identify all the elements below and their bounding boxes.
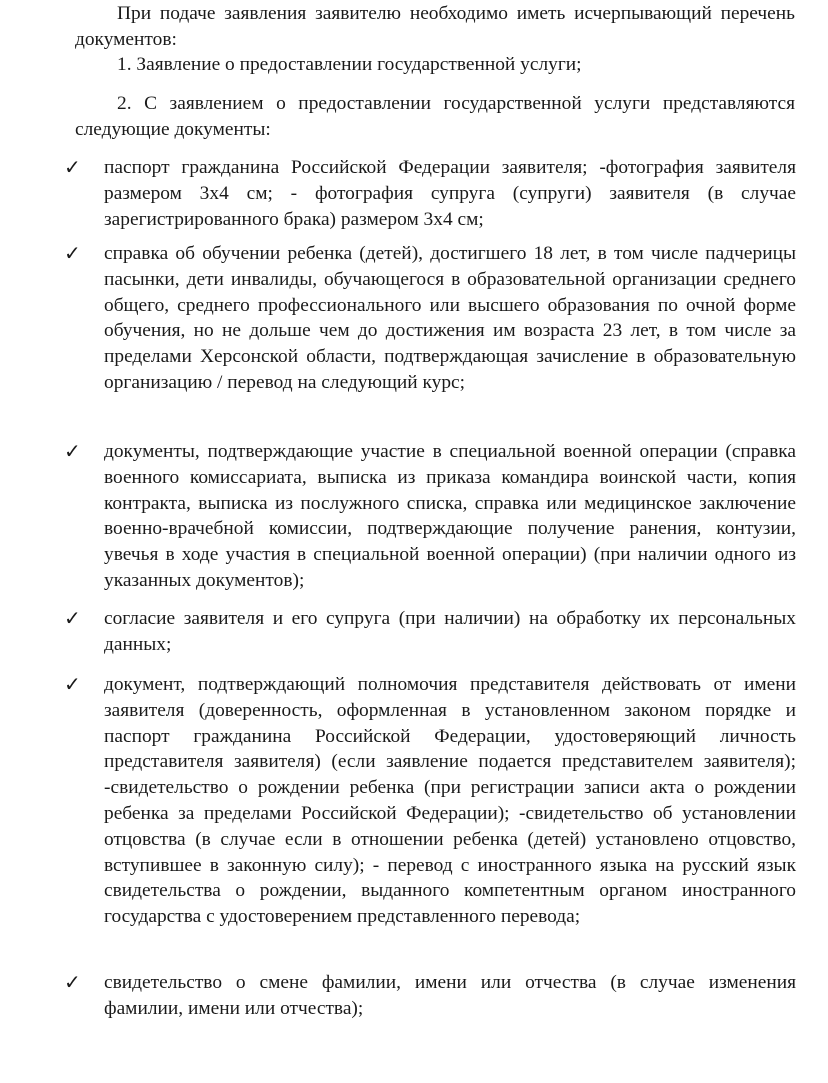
checklist-item-text: согласие заявителя и его супруга (при наличии) на обработку их персональных данных; xyxy=(104,608,796,655)
checklist-item-text: документы, подтверждающие участие в специальной военной операции (справка военного комиссариата, выписка из приказа командира воинской части, копия контракта, выписка из послужного списка, справка или медицинское заключение военно-врачебной комиссии, подтверждающие получение ранения, контузии, увечья в ходе участия в специальной военной операции) (при наличии одного из указанных документов); xyxy=(104,441,796,591)
checkmark-icon: ✓ xyxy=(64,672,81,696)
checkmark-icon: ✓ xyxy=(64,970,81,994)
numbered-item-1: 1. Заявление о предоставлении государственной услуги; xyxy=(117,54,582,75)
numbered-item-2: 2. С заявлением о предоставлении государственной услуги представляются следующие документы: xyxy=(75,93,795,140)
checkmark-icon: ✓ xyxy=(64,606,81,630)
checkmark-icon: ✓ xyxy=(64,155,81,179)
checkmark-icon: ✓ xyxy=(64,241,81,265)
intro-paragraph: При подаче заявления заявителю необходимо иметь исчерпывающий перечень документов: xyxy=(75,3,795,50)
checkmark-icon: ✓ xyxy=(64,439,81,463)
checklist-item-text: паспорт гражданина Российской Федерации заявителя; -фотография заявителя размером 3х4 см; - фотография супруга (супруги) заявителя (в случае зарегистрированного брака) размером 3х4 см; xyxy=(104,157,796,230)
checklist-item-text: документ, подтверждающий полномочия представителя действовать от имени заявителя (доверенность, оформленная в установленном законом порядке и паспорт гражданина Российской Федерации, удостоверяющий личность представителя заявителя) (если заявление подается представителем заявителя); -свидетельство о рождении ребенка (при регистрации записи акта о рождении ребенка за пределами Российской Федерации); -свидетельство об установлении отцовства (в случае если в отношении ребенка (детей) установлено отцовство, вступившее в законную силу); - перевод с иностранного языка на русский язык свидетельства о рождении, выданного компетентным органом иностранного государства с удостоверением представленного перевода; xyxy=(104,674,796,928)
checklist-item-text: справка об обучении ребенка (детей), достигшего 18 лет, в том числе падчерицы пасынки, дети инвалиды, обучающегося в образовательной организации среднего общего, среднего профессионального или высшего образования по очной форме обучения, но не дольше чем до достижения им возраста 23 лет, в том числе за пределами Херсонской области, подтверждающая зачисление в образовательную организацию / перевод на следующий курс; xyxy=(104,243,796,393)
checklist-item-text: свидетельство о смене фамилии, имени или отчества (в случае изменения фамилии, имени или отчества); xyxy=(104,972,796,1019)
